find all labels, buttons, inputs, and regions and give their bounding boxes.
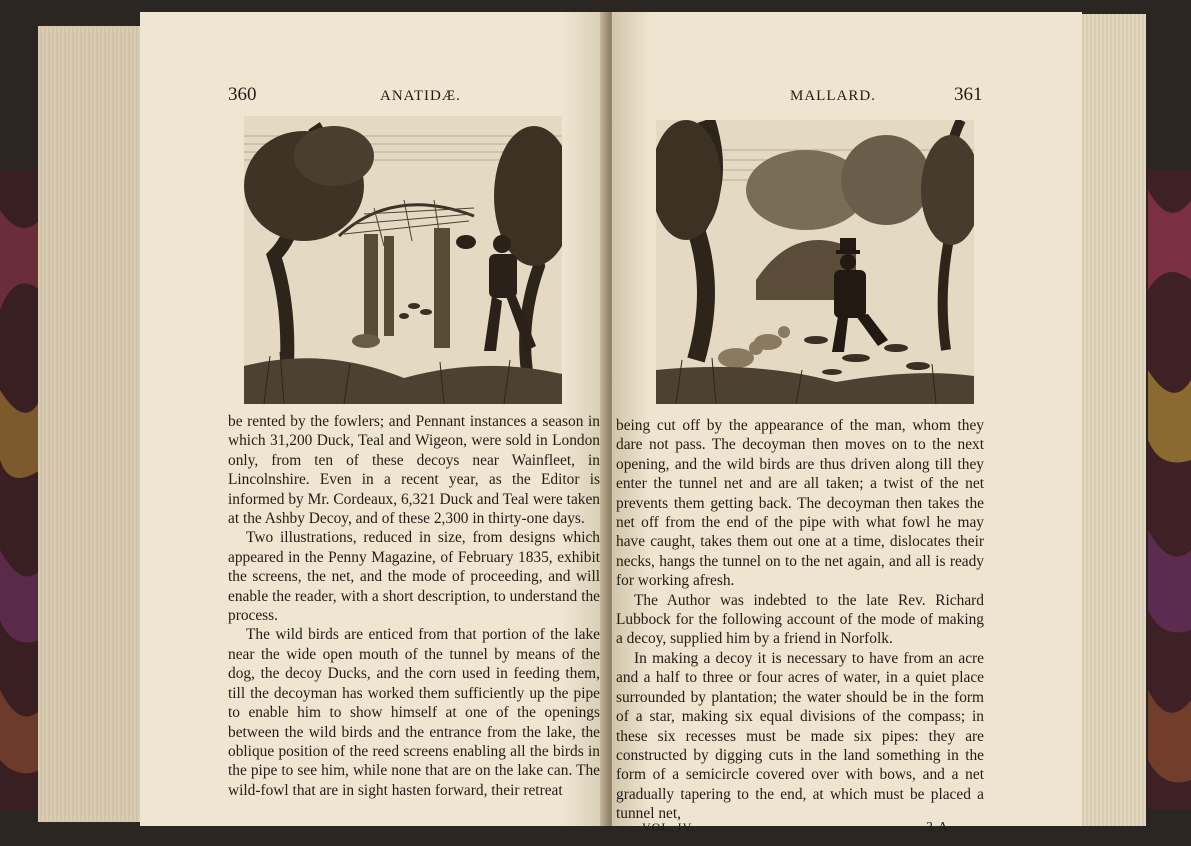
left-page [140, 12, 608, 826]
page-number: 361 [954, 84, 983, 105]
running-head: MALLARD. [790, 88, 876, 104]
body-text [228, 412, 600, 800]
paragraph: being cut off by the appearance of the man, whom they dare not pass. The decoyman then moves on to the next opening, and the wild birds are thus driven along till they enter the tunnel net and are all taken; a twist of the net prevents them getting back. The decoyman then takes the net off from the end of the pipe with what fowl he may have caught, takes them out one at a time, dislocates their necks, hangs the tunnel on to the net again, and all is ready for working afresh. [616, 417, 984, 590]
paragraph: The wild birds are enticed from that portion of the lake near the wide open mouth of the tunnel by means of the dog, the decoy Ducks, and the corn used in feeding them, till the decoyman has worked them sufficiently up the pipe to enable him to show himself at one of the openings between the wild birds and the entrance from the lake, the oblique position of the reed screens enabling all the birds in the pipe to see him, while none that are on the lake can. The wild-fowl that are in sight hasten forward, their retreat [228, 626, 600, 799]
body-text [616, 416, 984, 824]
decoyman-with-dogs-engraving-icon [656, 120, 974, 404]
paragraph: In making a decoy it is necessary to have from an acre and a half to three or four acres of water, in a quiet place surrounded by plantation; the water should be in the form of a star, making six equal divisions of the compass; in these six recesses must be made six pipes: they are constructed by digging cuts in the land something in the form of a semicircle covered over with bows, and a net gradually tapering to the end, at which must be placed a tunnel net, [616, 649, 984, 823]
running-head: ANATIDÆ. [380, 88, 461, 104]
cover-marbled-left [0, 170, 40, 810]
page-number: 360 [228, 84, 257, 105]
page-edges-left [38, 26, 142, 822]
paragraph: The Author was indebted to the late Rev. Richard Lubbock for the following account of the mode of making a decoy, supplied him by a friend in Norfolk. [616, 591, 984, 648]
decoy-trap-engraving-icon [244, 116, 562, 404]
page-edges-right [1080, 14, 1146, 826]
right-page [612, 12, 1082, 835]
signature-mark: 3 A [926, 820, 949, 835]
paragraph: be rented by the fowlers; and Pennant instances a season in which 31,200 Duck, Teal and Wigeon, were sold in London only, from ten of these decoys near Wainfleet, in Lincolnshire. Even in a recent year, as the Editor is informed by Mr. Cordeaux, 6,321 Duck and Teal were taken at the Ashby Decoy, and of these 2,300 in thirty-one days. [228, 413, 600, 528]
signature-volume: VOL. IV. [642, 820, 695, 834]
cover-marbled-right [1148, 170, 1191, 810]
paragraph: Two illustrations, reduced in size, from designs which appeared in the Penny Magazine, of February 1835, exhibit the screens, the net, and the mode of proceeding, and will enable the reader, with a short description, to understand the process. [228, 529, 600, 625]
